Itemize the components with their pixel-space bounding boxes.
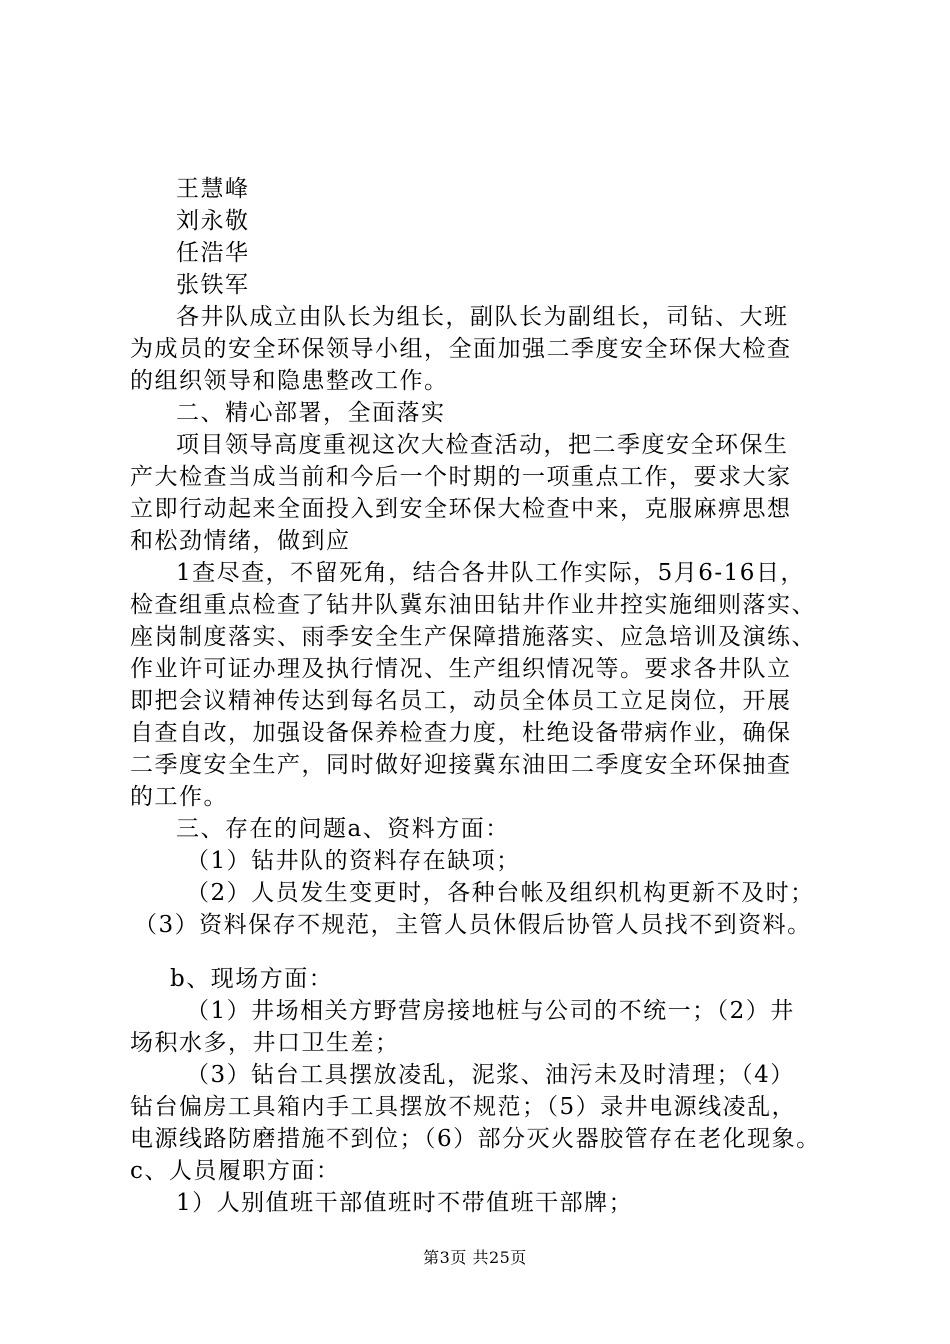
list-item: （1）钻井队的资料存在缺项；	[186, 848, 521, 874]
spacer	[130, 941, 830, 963]
list-item: （1）井场相关方野营房接地桩与公司的不统一；（2）井	[186, 998, 795, 1024]
paragraph-line: 座岗制度落实、雨季安全生产保障措施落实、应急培训及演练、	[130, 624, 816, 650]
subsection-heading: c、人员履职方面：	[130, 1158, 341, 1184]
list-item: （2）人员发生变更时，各种台帐及组织机构更新不及时；	[186, 880, 815, 906]
paragraph-line: 的组织领导和隐患整改工作。	[130, 368, 449, 394]
paragraph-line: 作业许可证办理及执行情况、生产组织情况等。要求各井队立	[130, 656, 792, 682]
name-line: 刘永敬	[176, 208, 250, 234]
paragraph-line: 1查尽查，不留死角，结合各井队工作实际，5月6-16日，	[176, 560, 805, 586]
name-line: 张铁军	[176, 272, 250, 298]
paragraph-line: 立即行动起来全面投入到安全环保大检查中来，克服麻痹思想	[130, 496, 792, 522]
section-heading: 二、精心部署，全面落实	[176, 400, 446, 426]
name-line: 任浩华	[176, 240, 250, 266]
name-line: 王慧峰	[176, 176, 250, 202]
list-item: （3）钻台工具摆放凌乱，泥浆、油污未及时清理；（4）	[186, 1062, 795, 1088]
list-item: 场积水多，井口卫生差；	[130, 1030, 400, 1056]
paragraph-line: 的工作。	[130, 784, 228, 810]
document-body	[130, 173, 830, 1219]
paragraph-line: 检查组重点检查了钻井队冀东油田钻井作业井控实施细则落实、	[130, 592, 816, 618]
list-item: 1）人别值班干部值班时不带值班干部牌；	[176, 1190, 634, 1216]
section-heading: 三、存在的问题a、资料方面：	[176, 816, 510, 842]
paragraph-line: 自查自改，加强设备保养检查力度，杜绝设备带病作业，确保	[130, 720, 792, 746]
list-item: 钻台偏房工具箱内手工具摆放不规范；（5）录井电源线凌乱，	[130, 1094, 797, 1120]
list-item: 电源线路防磨措施不到位；（6）部分灭火器胶管存在老化现象。	[130, 1126, 821, 1152]
paragraph-line: 产大检查当成当前和今后一个时期的一项重点工作，要求大家	[130, 464, 792, 490]
paragraph-line: 即把会议精神传达到每名员工，动员全体员工立足岗位，开展	[130, 688, 792, 714]
paragraph-line: 为成员的安全环保领导小组，全面加强二季度安全环保大检查	[130, 336, 792, 362]
paragraph-line: 各井队成立由队长为组长，副队长为副组长，司钻、大班	[176, 304, 789, 330]
subsection-heading: b、现场方面：	[170, 966, 334, 992]
paragraph-line: 项目领导高度重视这次大检查活动，把二季度安全环保生	[176, 432, 789, 458]
page-footer: 第3页 共25页	[423, 1248, 527, 1267]
paragraph-line: 和松劲情绪，做到应	[130, 528, 351, 554]
paragraph-line: 二季度安全生产，同时做好迎接冀东油田二季度安全环保抽查	[130, 752, 792, 778]
list-item: （3）资料保存不规范，主管人员休假后协管人员找不到资料。	[134, 912, 812, 938]
